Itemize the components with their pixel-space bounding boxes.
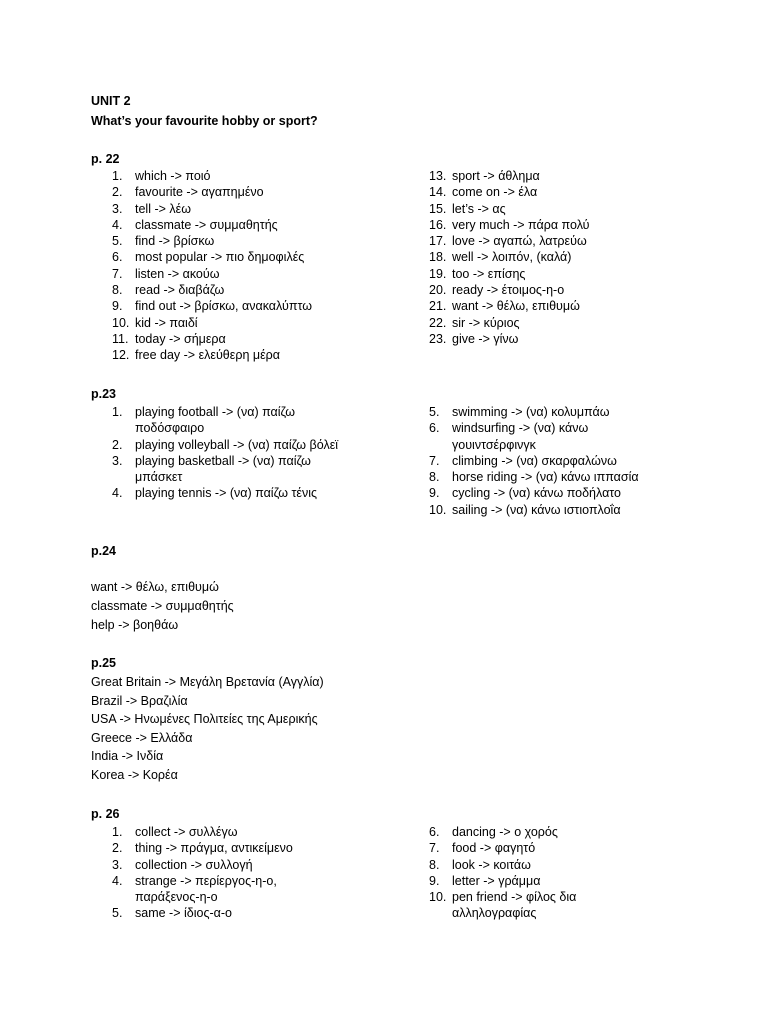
item-text: food -> φαγητό xyxy=(452,841,536,856)
item-text: find out -> βρίσκω, ανακαλύπτω xyxy=(135,299,312,314)
item-text: playing tennis -> (να) παίζω τένις xyxy=(135,486,318,501)
vocab-item xyxy=(408,282,738,298)
item-number: 9. xyxy=(429,873,440,888)
item-number: 2. xyxy=(112,841,123,856)
item-number: 2. xyxy=(112,437,123,452)
vocab-item xyxy=(408,889,738,922)
item-number: 7. xyxy=(429,841,440,856)
item-number: 10. xyxy=(429,890,447,905)
item-number: 20. xyxy=(429,283,447,298)
item-number: 15. xyxy=(429,201,447,216)
p25-line: Greece -> Ελλάδα xyxy=(91,731,193,745)
p23-list-right xyxy=(408,404,738,518)
item-text: very much -> πάρα πολύ xyxy=(452,217,590,232)
vocab-item xyxy=(91,437,421,453)
unit-subtitle: What’s your favourite hobby or sport? xyxy=(91,114,318,128)
item-number: 4. xyxy=(112,486,123,501)
p25-line: Great Britain -> Μεγάλη Βρετανία (Αγγλία) xyxy=(91,675,324,689)
item-number: 3. xyxy=(112,201,123,216)
section-heading-p26: p. 26 xyxy=(91,807,120,821)
item-number: 7. xyxy=(429,453,440,468)
item-text: sir -> κύριος xyxy=(452,315,520,330)
p24-line: help -> βοηθάω xyxy=(91,618,179,632)
section-heading-p23: p.23 xyxy=(91,387,117,401)
item-text: playing volleyball -> (να) παίζω βόλεϊ xyxy=(135,437,339,452)
item-number: 17. xyxy=(429,234,447,249)
item-number: 22. xyxy=(429,315,447,330)
p25-line: India -> Ινδία xyxy=(91,749,164,763)
vocab-item xyxy=(408,469,738,485)
vocab-item xyxy=(408,824,738,840)
p22-list-left xyxy=(91,168,421,364)
item-text: climbing -> (να) σκαρφαλώνω xyxy=(452,453,617,468)
p25-line: Brazil -> Βραζιλία xyxy=(91,694,188,708)
item-text: strange -> περίεργος-η-ο, xyxy=(135,873,277,888)
vocab-item xyxy=(408,404,738,420)
item-text: same -> ίδιος-α-ο xyxy=(135,906,232,921)
item-text: collection -> συλλογή xyxy=(135,857,253,872)
item-text: letter -> γράμμα xyxy=(452,873,541,888)
p24-line: want -> θέλω, επιθυμώ xyxy=(91,580,219,594)
item-number: 1. xyxy=(112,169,123,183)
item-number: 5. xyxy=(429,405,440,419)
section-heading-p25: p.25 xyxy=(91,656,117,670)
vocab-item xyxy=(91,347,421,363)
item-number: 16. xyxy=(429,217,447,232)
item-text-continued: γουιντσέρφινγκ xyxy=(452,437,536,452)
vocab-item xyxy=(91,485,421,501)
vocab-item xyxy=(91,873,421,906)
vocab-item xyxy=(91,315,421,331)
item-text-continued: παράξενος-η-ο xyxy=(135,890,218,905)
vocab-item xyxy=(91,298,421,314)
vocab-item xyxy=(408,217,738,233)
vocab-item xyxy=(91,905,421,921)
vocab-item xyxy=(91,201,421,217)
item-text: tell -> λέω xyxy=(135,201,191,216)
vocab-item xyxy=(408,233,738,249)
vocab-item xyxy=(91,184,421,200)
item-text: ready -> έτοιμος-η-ο xyxy=(452,283,565,298)
item-number: 11. xyxy=(112,331,129,346)
item-number: 8. xyxy=(429,857,440,872)
item-number: 5. xyxy=(112,906,123,921)
item-text: too -> επίσης xyxy=(452,266,526,281)
item-text: read -> διαβάζω xyxy=(135,283,225,298)
item-text: today -> σήμερα xyxy=(135,331,226,346)
vocab-item xyxy=(91,266,421,282)
item-number: 12. xyxy=(112,348,130,363)
item-text: find -> βρίσκω xyxy=(135,234,215,249)
item-text: look -> κοιτάω xyxy=(452,857,531,872)
item-text: let’s -> ας xyxy=(452,201,506,216)
item-text: come on -> έλα xyxy=(452,185,538,200)
item-number: 9. xyxy=(429,486,440,501)
vocab-item xyxy=(408,201,738,217)
p22-list-right xyxy=(408,168,738,347)
item-text: playing basketball -> (να) παίζω xyxy=(135,453,311,468)
item-text: playing football -> (να) παίζω xyxy=(135,405,295,419)
item-text: thing -> πράγμα, αντικείμενο xyxy=(135,841,293,856)
vocab-item xyxy=(91,404,421,437)
item-number: 5. xyxy=(112,234,123,249)
vocab-item xyxy=(408,840,738,856)
vocab-item xyxy=(91,282,421,298)
vocab-item xyxy=(91,453,421,486)
item-text: which -> ποιό xyxy=(135,169,211,183)
item-number: 3. xyxy=(112,453,123,468)
section-heading-p24: p.24 xyxy=(91,544,117,558)
item-number: 1. xyxy=(112,405,123,419)
item-text: favourite -> αγαπημένο xyxy=(135,185,264,200)
p25-line: USA -> Ηνωμένες Πολιτείες της Αμερικής xyxy=(91,712,318,726)
item-text: horse riding -> (να) κάνω ιππασία xyxy=(452,470,639,485)
item-text: classmate -> συμμαθητής xyxy=(135,217,278,232)
item-text: free day -> ελεύθερη μέρα xyxy=(135,348,280,363)
item-text-continued: μπάσκετ xyxy=(135,470,183,485)
item-number: 4. xyxy=(112,217,123,232)
item-text: dancing -> ο χορός xyxy=(452,825,558,839)
vocab-item xyxy=(91,168,421,184)
item-text: kid -> παιδί xyxy=(135,315,198,330)
vocab-item xyxy=(408,315,738,331)
vocab-item xyxy=(408,331,738,347)
item-text: listen -> ακούω xyxy=(135,266,220,281)
vocab-item xyxy=(408,485,738,501)
item-number: 10. xyxy=(112,315,130,330)
item-text: sport -> άθλημα xyxy=(452,169,540,183)
item-number: 6. xyxy=(429,825,440,839)
vocab-item xyxy=(408,249,738,265)
vocab-item xyxy=(91,233,421,249)
item-text: love -> αγαπώ, λατρεύω xyxy=(452,234,587,249)
p24-line: classmate -> συμμαθητής xyxy=(91,599,234,613)
item-number: 7. xyxy=(112,266,123,281)
item-text: pen friend -> φίλος δια xyxy=(452,890,577,905)
item-number: 23. xyxy=(429,331,447,346)
item-number: 1. xyxy=(112,825,123,839)
vocab-item xyxy=(408,266,738,282)
item-number: 8. xyxy=(112,283,123,298)
item-number: 4. xyxy=(112,873,123,888)
item-number: 21. xyxy=(429,299,447,314)
item-number: 18. xyxy=(429,250,447,265)
item-number: 2. xyxy=(112,185,123,200)
item-text: most popular -> πιο δημοφιλές xyxy=(135,250,305,265)
vocab-item xyxy=(91,249,421,265)
vocab-item xyxy=(408,502,738,518)
vocab-item xyxy=(408,184,738,200)
unit-title: UNIT 2 xyxy=(91,94,131,108)
vocab-item xyxy=(408,453,738,469)
p23-list-left xyxy=(91,404,421,502)
item-text: want -> θέλω, επιθυμώ xyxy=(452,299,580,314)
item-text: well -> λοιπόν, (καλά) xyxy=(452,250,572,265)
p26-list-right xyxy=(408,824,738,922)
section-heading-p22: p. 22 xyxy=(91,152,120,166)
item-number: 10. xyxy=(429,502,447,517)
item-number: 19. xyxy=(429,266,447,281)
vocab-item xyxy=(408,298,738,314)
item-text: cycling -> (να) κάνω ποδήλατο xyxy=(452,486,622,501)
item-number: 9. xyxy=(112,299,123,314)
vocab-item xyxy=(408,857,738,873)
item-text-continued: ποδόσφαιρο xyxy=(135,421,205,436)
item-text: give -> γίνω xyxy=(452,331,519,346)
item-text: swimming -> (να) κολυμπάω xyxy=(452,405,610,419)
vocab-item xyxy=(408,420,738,453)
item-text: sailing -> (να) κάνω ιστιοπλοΐα xyxy=(452,502,621,517)
item-text: collect -> συλλέγω xyxy=(135,825,238,839)
item-number: 3. xyxy=(112,857,123,872)
p26-list-left xyxy=(91,824,421,922)
item-text-continued: αλληλογραφίας xyxy=(452,906,537,921)
vocab-item xyxy=(91,331,421,347)
vocab-item xyxy=(91,840,421,856)
vocab-item xyxy=(91,217,421,233)
item-number: 14. xyxy=(429,185,447,200)
vocab-item xyxy=(408,168,738,184)
vocab-item xyxy=(91,824,421,840)
item-number: 6. xyxy=(429,421,440,436)
item-number: 8. xyxy=(429,470,440,485)
item-text: windsurfing -> (να) κάνω xyxy=(452,421,589,436)
item-number: 6. xyxy=(112,250,123,265)
vocab-item xyxy=(408,873,738,889)
p25-line: Korea -> Κορέα xyxy=(91,768,178,782)
item-number: 13. xyxy=(429,169,447,183)
vocab-item xyxy=(91,857,421,873)
